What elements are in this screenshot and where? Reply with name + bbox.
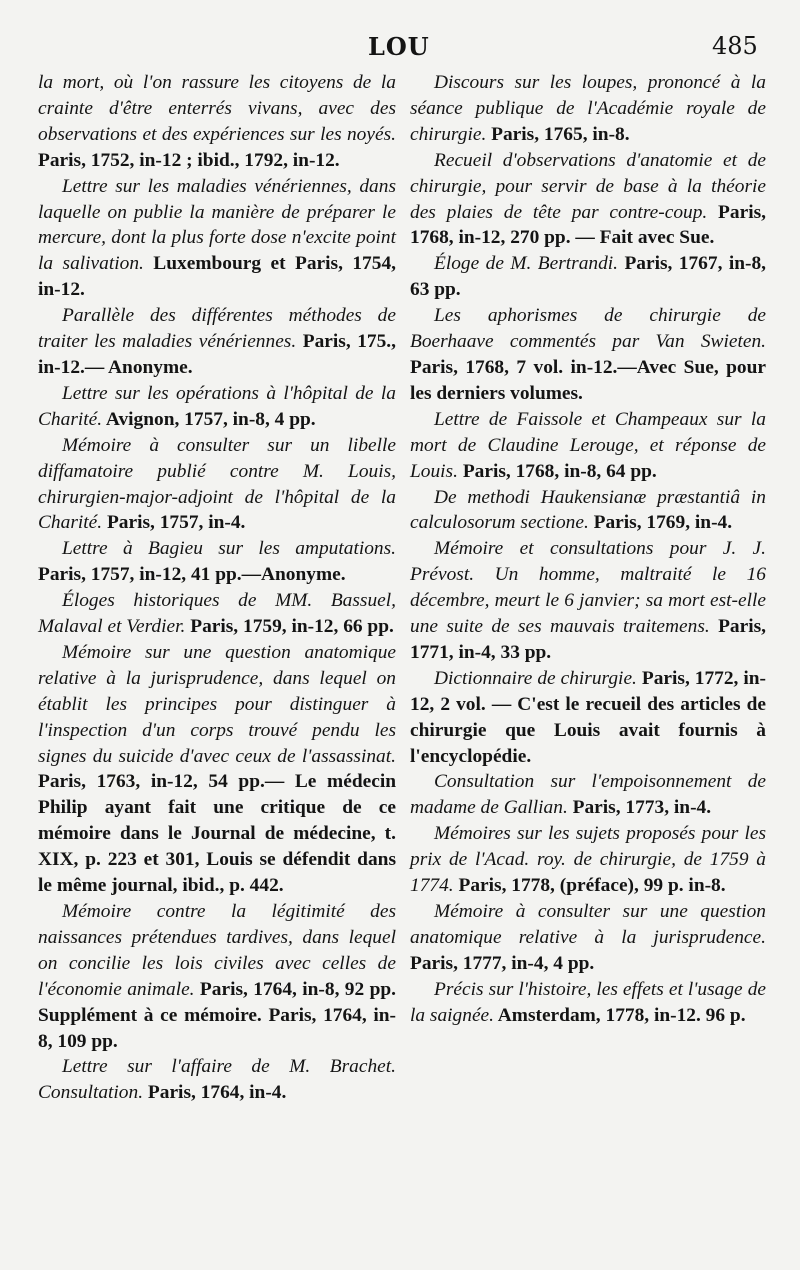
entry-title: De methodi Haukensianæ præstantiâ in calculosorum sectione. (410, 486, 766, 534)
entry-details: Luxembourg et Paris, 1754, in-12. (38, 253, 396, 301)
entry-details: Paris, 1759, in-12, 66 pp. (185, 616, 394, 638)
entry-details: Paris, 1757, in-12, 41 pp.—Anonyme. (38, 564, 346, 586)
bibliography-entry (38, 1054, 396, 1106)
bibliography-entry (38, 536, 396, 588)
entry-title: Mémoire sur une question anatomique relative à la jurisprudence, dans lequel on établit les principes pour distinguer à l'inspection d'un corps trouvé pendu les signes du suicide d'avec ceux de l'assassinat. (38, 641, 396, 767)
bibliography-entry (410, 70, 766, 148)
bibliography-entry (410, 977, 766, 1029)
bibliography-entry (410, 148, 766, 252)
entry-details: Paris, 1765, in-8. (486, 123, 630, 145)
entry-details: Paris, 1772, in-12, 2 vol. — C'est le recueil des articles de chirurgie que Louis avait fournis à l'encyclopédie. (410, 667, 766, 767)
bibliography-entry (410, 303, 766, 407)
entry-details: Paris, 1768, in-8, 64 pp. (457, 460, 657, 482)
entry-details: Paris, 1752, in-12 ; ibid., 1792, in-12. (38, 149, 340, 171)
bibliography-entry (38, 70, 396, 174)
bibliography-entry (38, 899, 396, 1054)
entry-title: Éloges historiques de MM. Bassuel, Malaval et Verdier. (38, 590, 396, 638)
bibliography-entry (38, 640, 396, 899)
entry-details: Paris, 1764, in-4. (143, 1082, 287, 1104)
bibliography-entry (410, 769, 766, 821)
entry-details: Paris, 1768, 7 vol. in-12.—Avec Sue, pour les derniers volumes. (410, 356, 766, 404)
bibliography-entry (410, 666, 766, 770)
entry-title: Lettre sur les opérations à l'hôpital de la Charité. (38, 382, 396, 430)
page-number: 485 (712, 32, 758, 60)
bibliography-entry (410, 251, 766, 303)
entry-title: Mémoire contre la légitimité des naissances prétendues tardives, dans lequel on concilie les lois civiles avec celles de l'économie animale. (38, 901, 396, 1000)
entry-details: Amsterdam, 1778, in-12. 96 p. (494, 1004, 746, 1026)
entry-title: Mémoires sur les sujets proposés pour les prix de l'Acad. roy. de chirurgie, de 1759 à 1774. (410, 823, 766, 897)
entry-details: Paris, 1769, in-4. (588, 512, 733, 534)
entry-title: Consultation sur l'empoisonnement de madame de Gallian. (410, 771, 766, 819)
entry-title: Les aphorismes de chirurgie de Boerhaave commentés par Van Swieten. (410, 305, 766, 353)
entry-title: la mort, où l'on rassure les citoyens de la crainte d'être enterrés vivans, avec des observations et des expériences sur les noyés. (38, 72, 396, 145)
entry-details: Paris, 1763, in-12, 54 pp.— Le médecin Philip ayant fait une critique de ce mémoire dans le Journal de médecine, t. XIX, p. 223 et 301, Louis se défendit dans le même journal, ibid., p. 442. (38, 771, 396, 897)
entry-details: Paris, 1764, in-8, 92 pp. Supplément à ce mémoire. Paris, 1764, in-8, 109 pp. (38, 978, 397, 1052)
entry-title: Discours sur les loupes, prononcé à la séance publique de l'Académie royale de chirurgie. (410, 72, 766, 145)
left-column (38, 70, 396, 1106)
bibliography-entry (410, 821, 766, 899)
entry-title: Parallèle des différentes méthodes de traiter les maladies vénériennes. (38, 305, 396, 353)
entry-details: Paris, 1771, in-4, 33 pp. (410, 616, 766, 663)
entry-title: Dictionnaire de chirurgie. (434, 667, 637, 689)
page-header (0, 30, 800, 66)
entry-title: Lettre sur l'affaire de M. Brachet. Consultation. (38, 1056, 396, 1104)
entry-title: Mémoire et consultations pour J. J. Prévost. Un homme, maltraité le 16 décembre, meurt le 6 janvier; sa mort est-elle une suite de ses mauvais traitemens. (410, 538, 766, 638)
entry-details: Paris, 175., in-12.— Anonyme. (38, 331, 397, 378)
bibliography-entry (38, 303, 396, 381)
entry-details: Paris, 1778, (préface), 99 p. in-8. (453, 875, 726, 897)
entry-title: Lettre sur les maladies vénériennes, dans laquelle on publie la manière de préparer le mercure, dont la plus forte dose n'excite point la salivation. (38, 175, 396, 275)
bibliography-entry (410, 899, 766, 977)
bibliography-entry (410, 407, 766, 485)
entry-title: Précis sur l'histoire, les effets et l'usage de la saignée. (410, 978, 766, 1026)
entry-title: Mémoire à consulter sur un libelle diffamatoire publié contre M. Louis, chirurgien-major-adjoint de l'hôpital de la Charité. (38, 434, 396, 534)
entry-details: Avignon, 1757, in-8, 4 pp. (102, 408, 316, 430)
bibliography-entry (410, 485, 766, 537)
entry-details: Paris, 1773, in-4. (567, 797, 712, 819)
entry-title: Lettre à Bagieu sur les amputations. (62, 538, 396, 560)
entry-title: Recueil d'observations d'anatomie et de chirurgie, pour servir de base à la théorie des plaies de tête par contre-coup. (410, 149, 766, 223)
entry-title: Mémoire à consulter sur une question anatomique relative à la jurisprudence. (410, 901, 766, 948)
entry-details: Paris, 1757, in-4. (102, 512, 246, 534)
entry-details: Paris, 1767, in-8, 63 pp. (410, 253, 766, 301)
bibliography-entry (38, 588, 396, 640)
entry-title: Lettre de Faissole et Champeaux sur la mort de Claudine Lerouge, et réponse de Louis. (410, 408, 766, 482)
running-head: LOU (368, 32, 430, 61)
bibliography-entry (410, 536, 766, 666)
entry-details: Paris, 1777, in-4, 4 pp. (410, 952, 595, 974)
bibliography-entry (38, 174, 396, 304)
bibliography-entry (38, 381, 396, 433)
bibliography-entry (38, 433, 396, 537)
right-column (410, 70, 766, 1029)
entry-details: Paris, 1768, in-12, 270 pp. — Fait avec Sue. (410, 201, 766, 249)
entry-title: Éloge de M. Bertrandi. (434, 253, 619, 275)
